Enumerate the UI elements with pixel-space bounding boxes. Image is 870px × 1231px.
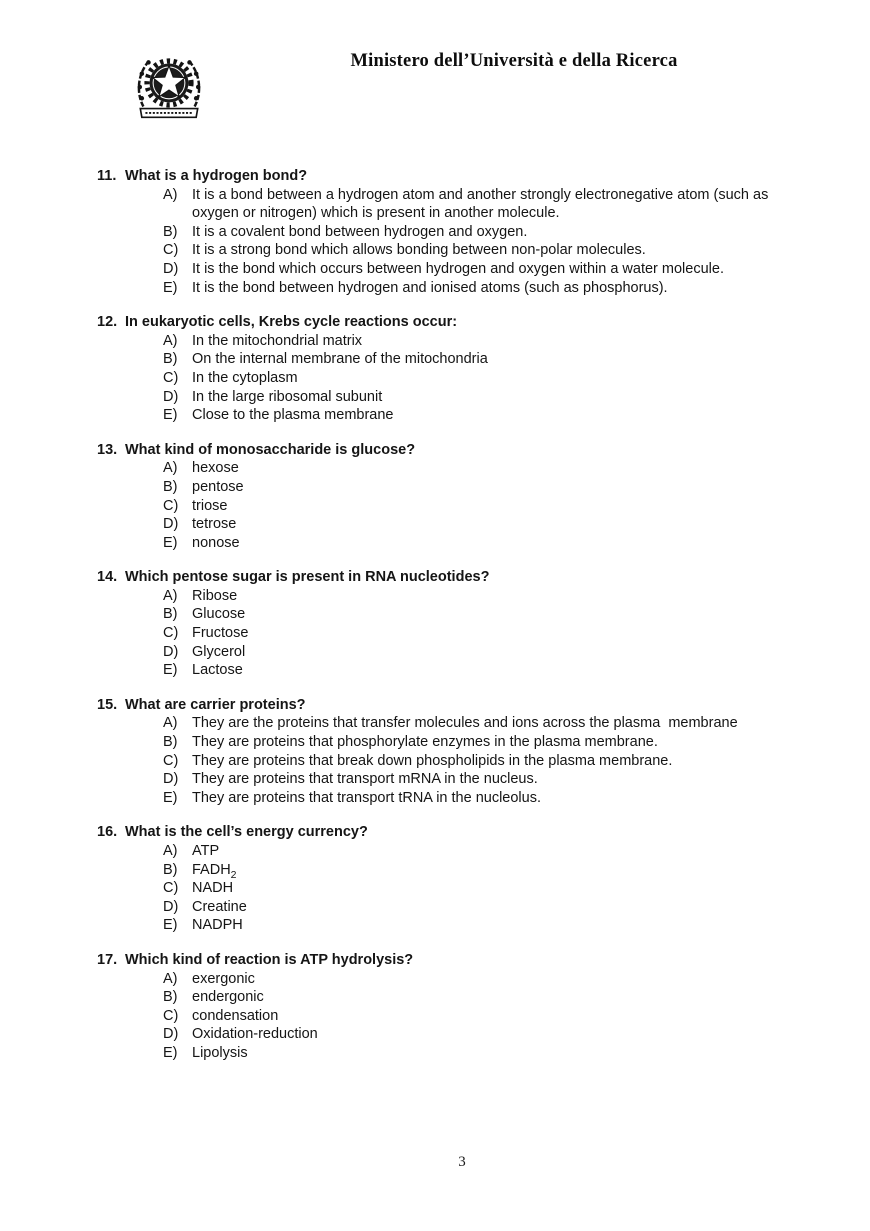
option-letter: A)	[163, 332, 178, 349]
answer-option	[163, 279, 812, 298]
answer-option	[163, 534, 812, 553]
option-text: On the internal membrane of the mitochondria	[192, 351, 488, 368]
question-number: 12.	[97, 314, 118, 331]
option-letter: A)	[163, 587, 178, 604]
option-text: exergonic	[192, 970, 255, 987]
answer-option	[163, 241, 812, 260]
option-text: ATP	[192, 843, 220, 859]
option-text: It is the bond which occurs between hydrogen and oxygen within a water molecule.	[192, 260, 724, 277]
option-letter: D)	[163, 388, 179, 405]
answer-option	[163, 1007, 812, 1026]
option-letter: D)	[163, 1026, 179, 1043]
option-letter: C)	[163, 369, 179, 386]
option-letter: E)	[163, 917, 178, 934]
question-text: In eukaryotic cells, Krebs cycle reactions occur:	[125, 314, 458, 331]
option-letter: E)	[163, 534, 178, 551]
answer-option	[163, 497, 812, 516]
answer-option	[163, 1044, 812, 1063]
option-letter: B)	[163, 351, 178, 368]
option-letter: A)	[163, 715, 178, 732]
answer-option	[163, 186, 812, 223]
option-text: nonose	[192, 534, 240, 551]
question-header	[97, 696, 812, 715]
question-number: 17.	[97, 951, 118, 968]
answer-option	[163, 988, 812, 1007]
answer-option	[163, 916, 812, 935]
option-letter: D)	[163, 260, 179, 277]
option-letter: C)	[163, 752, 179, 769]
page-footer	[54, 1154, 870, 1171]
option-letter: E)	[163, 279, 178, 296]
question	[97, 823, 812, 935]
answer-option	[163, 752, 812, 771]
document-header	[0, 0, 870, 150]
answer-option	[163, 406, 812, 425]
answer-option	[163, 388, 812, 407]
option-text: It is a covalent bond between hydrogen and oxygen.	[192, 223, 528, 240]
answer-option	[163, 643, 812, 662]
option-text: It is the bond between hydrogen and ionised atoms (such as phosphorus).	[192, 279, 668, 296]
questions-list	[97, 167, 812, 1079]
answer-option	[163, 624, 812, 643]
option-text: Glucose	[192, 606, 246, 623]
answer-option	[163, 733, 812, 752]
option-text: NADH	[192, 880, 234, 897]
option-text: tetrose	[192, 516, 237, 533]
answer-option	[163, 223, 812, 242]
option-text: Fructose	[192, 625, 249, 642]
option-letter: C)	[163, 880, 179, 897]
question	[97, 568, 812, 680]
question	[97, 313, 812, 425]
option-letter: D)	[163, 643, 179, 660]
question-number: 15.	[97, 696, 118, 713]
answer-option	[163, 515, 812, 534]
answer-option	[163, 332, 812, 351]
question-text: Which kind of reaction is ATP hydrolysis?	[125, 951, 414, 968]
option-text: Close to the plasma membrane	[192, 407, 394, 424]
question-text: What are carrier proteins?	[125, 696, 306, 713]
answer-option	[163, 789, 812, 808]
question-header	[97, 167, 812, 186]
option-letter: D)	[163, 898, 179, 915]
option-text: hexose	[192, 460, 239, 477]
option-text: In the large ribosomal subunit	[192, 388, 383, 405]
option-text: Oxidation-reduction	[192, 1026, 318, 1043]
ministry-title: Ministero dell’Università e della Ricerca	[350, 51, 678, 71]
option-letter: A)	[163, 186, 178, 203]
option-text: Creatine	[192, 898, 247, 915]
answer-option	[163, 587, 812, 606]
option-letter: D)	[163, 516, 179, 533]
option-letter: E)	[163, 1044, 178, 1061]
option-text: They are the proteins that transfer molecules and ions across the plasma membrane	[192, 715, 738, 732]
option-letter: E)	[163, 662, 178, 679]
option-letter: B)	[163, 734, 178, 751]
option-text: They are proteins that transport mRNA in the nucleus.	[192, 771, 538, 788]
option-letter: C)	[163, 1007, 179, 1024]
question-number: 11.	[97, 168, 117, 184]
answer-option	[163, 661, 812, 680]
question	[97, 951, 812, 1063]
answer-option	[163, 459, 812, 478]
question	[97, 696, 812, 808]
option-letter: A)	[163, 970, 178, 987]
title-container	[214, 51, 814, 72]
question-text: What is the cell’s energy currency?	[125, 824, 368, 841]
question-text: What is a hydrogen bond?	[125, 168, 308, 184]
question-header	[97, 568, 812, 587]
option-letter: E)	[163, 407, 178, 424]
option-text: Lactose	[192, 662, 243, 679]
option-letter: E)	[163, 789, 178, 806]
answer-option	[163, 970, 812, 989]
option-text: Glycerol	[192, 643, 246, 660]
question	[97, 167, 812, 297]
option-text: They are proteins that break down phospholipids in the plasma membrane.	[192, 752, 673, 769]
option-subscript: 2	[230, 868, 237, 881]
question-number: 13.	[97, 441, 118, 458]
option-text: condensation	[192, 1007, 279, 1024]
option-text: In the cytoplasm	[192, 369, 298, 386]
option-letter: C)	[163, 497, 179, 514]
page-number: 3	[458, 1154, 466, 1170]
option-text: endergonic	[192, 989, 264, 1006]
italian-republic-emblem-icon	[128, 45, 210, 127]
option-text: Ribose	[192, 587, 238, 604]
question	[97, 441, 812, 553]
option-text: They are proteins that phosphorylate enzymes in the plasma membrane.	[192, 734, 658, 751]
answer-option	[163, 842, 812, 861]
answer-option	[163, 605, 812, 624]
option-letter: B)	[163, 989, 178, 1006]
option-text: pentose	[192, 478, 244, 495]
option-letter: B)	[163, 223, 178, 240]
question-number: 16.	[97, 824, 118, 841]
option-letter: B)	[163, 861, 178, 878]
question-header	[97, 823, 812, 842]
option-letter: B)	[163, 478, 178, 495]
answer-option	[163, 770, 812, 789]
option-text: NADPH	[192, 917, 243, 934]
option-text: triose	[192, 497, 228, 514]
question-header	[97, 441, 812, 460]
answer-option	[163, 898, 812, 917]
option-text: $FADH_2$	[192, 861, 237, 881]
question-text: What kind of monosaccharide is glucose?	[125, 441, 416, 458]
option-letter: C)	[163, 625, 179, 642]
option-letter: A)	[163, 843, 178, 859]
answer-option	[163, 369, 812, 388]
option-text: It is a bond between a hydrogen atom and another strongly electronegative atom (such as oxygen or nitrogen) which is present in another molecule.	[192, 186, 773, 222]
answer-option	[163, 478, 812, 497]
question-header	[97, 313, 812, 332]
option-text: In the mitochondrial matrix	[192, 332, 363, 349]
option-letter: D)	[163, 771, 179, 788]
answer-option	[163, 879, 812, 898]
question-number: 14.	[97, 569, 118, 586]
answer-option	[163, 1025, 812, 1044]
answer-option	[163, 260, 812, 279]
question-text: Which pentose sugar is present in RNA nucleotides?	[125, 569, 490, 586]
option-text: They are proteins that transport tRNA in the nucleolus.	[192, 789, 541, 806]
option-letter: B)	[163, 606, 178, 623]
option-text: Lipolysis	[192, 1044, 248, 1061]
option-letter: A)	[163, 460, 178, 477]
answer-option	[163, 350, 812, 369]
question-header	[97, 951, 812, 970]
option-text: It is a strong bond which allows bonding between non-polar molecules.	[192, 242, 646, 259]
answer-option	[163, 714, 812, 733]
answer-option	[163, 861, 812, 880]
option-letter: C)	[163, 242, 179, 259]
